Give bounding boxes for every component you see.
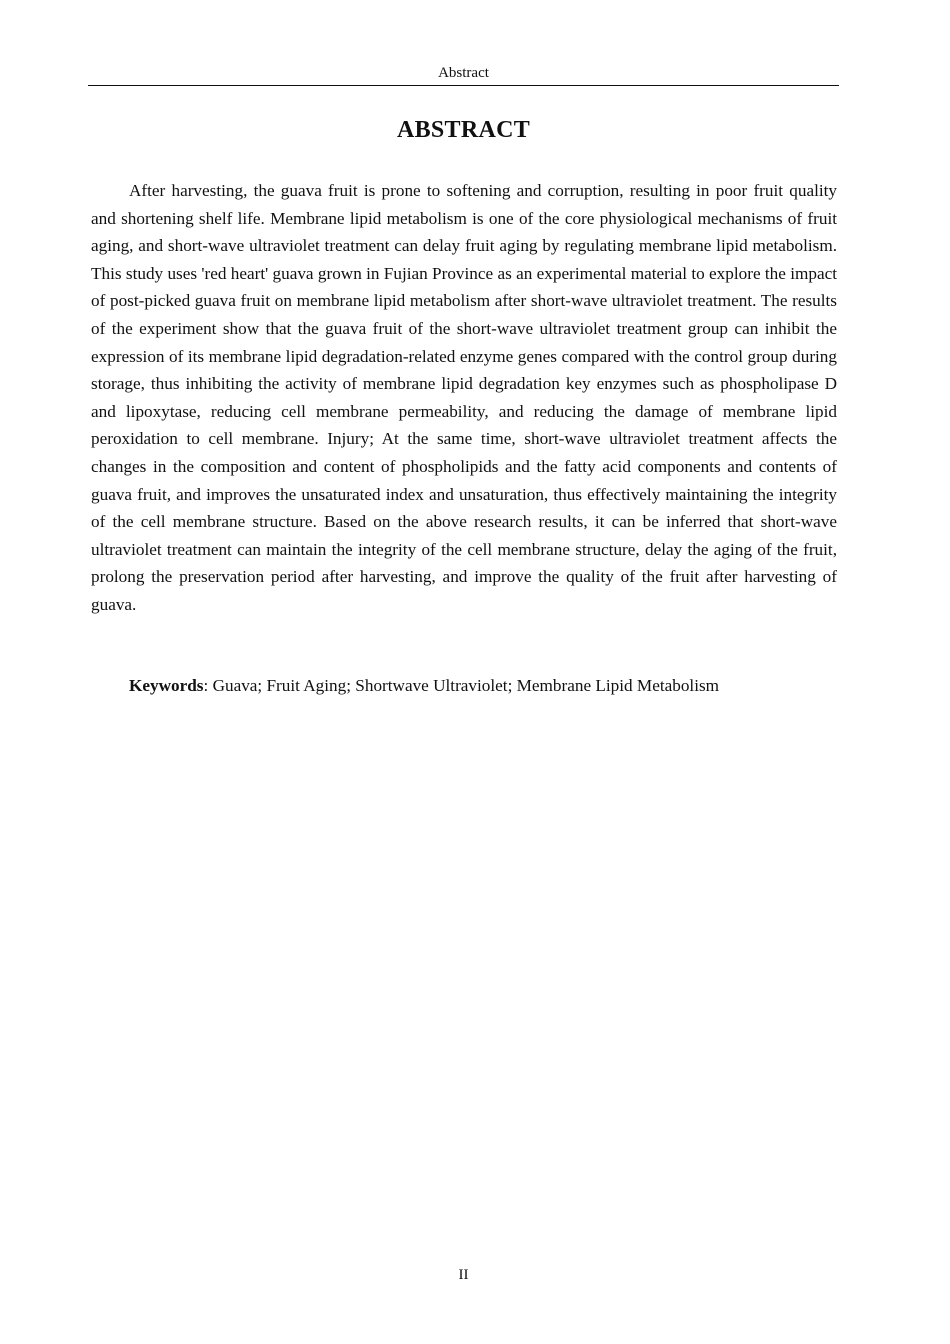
page-number: II (458, 1267, 469, 1283)
running-header (88, 64, 839, 86)
running-header-title: Abstract (438, 65, 489, 81)
keywords-text: Guava; Fruit Aging; Shortwave Ultraviolet; Membrane Lipid Metabolism (212, 676, 720, 695)
abstract-body-paragraph: After harvesting, the guava fruit is prone to softening and corruption, resulting in poor fruit quality and shortening shelf life. Membrane lipid metabolism is one of the core physiological mechanisms of fruit aging, and short-wave ultraviolet treatment can delay fruit aging by regulating membrane lipid metabolism. This study uses 'red heart' guava grown in Fujian Province as an experimental material to explore the impact of post-picked guava fruit on membrane lipid metabolism after short-wave ultraviolet treatment. The results of the experiment show that the guava fruit of the short-wave ultraviolet treatment group can inhibit the expression of its membrane lipid degradation-related enzyme genes compared with the control group during storage, thus inhibiting the activity of membrane lipid degradation key enzymes such as phospholipase D and lipoxytase, reducing cell membrane permeability, and reducing the damage of membrane lipid peroxidation to cell membrane. Injury; At the same time, short-wave ultraviolet treatment affects the changes in the composition and content of phospholipids and the fatty acid components and contents of guava fruit, and improves the unsaturated index and unsaturation, thus effectively maintaining the integrity of the cell membrane structure. Based on the above research results, it can be inferred that short-wave ultraviolet treatment can maintain the integrity of the cell membrane structure, delay the aging of the fruit, prolong the preservation period after harvesting, and improve the quality of the fruit after harvesting of guava. (91, 181, 837, 614)
keywords-label: Keywords (129, 676, 204, 695)
abstract-title: ABSTRACT (396, 117, 531, 143)
keywords-separator: : (203, 676, 213, 695)
keywords-line (91, 672, 837, 700)
